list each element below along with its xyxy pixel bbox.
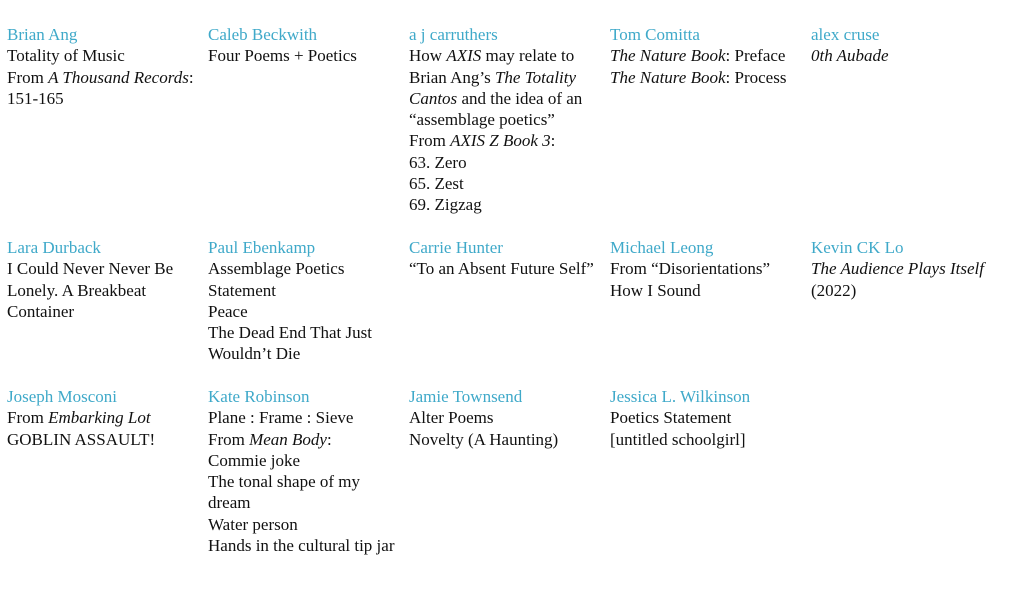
- entry-link[interactable]: [811, 45, 1007, 66]
- entry-text: 63. Zero: [409, 152, 467, 172]
- contributor-caleb-beckwith: [208, 24, 404, 67]
- contributor-alex-cruse: [811, 24, 1007, 67]
- entry-list: [7, 45, 203, 109]
- contributor-brian-ang: [7, 24, 203, 109]
- entry-link[interactable]: [7, 429, 203, 450]
- author-link[interactable]: a j carruthers: [409, 25, 498, 44]
- entry-link[interactable]: [409, 258, 605, 279]
- entry-link[interactable]: [208, 407, 404, 428]
- entry-title-italic: Mean Body: [249, 429, 327, 449]
- entry-text: Novelty (A Haunting): [409, 429, 559, 449]
- entry-link[interactable]: [208, 301, 404, 322]
- entry-link[interactable]: [208, 45, 404, 66]
- entry-link[interactable]: [409, 45, 605, 130]
- entry-link[interactable]: [208, 322, 404, 365]
- entry-list: [409, 258, 605, 279]
- entry-link[interactable]: [7, 45, 203, 66]
- author-link[interactable]: Caleb Beckwith: [208, 25, 318, 44]
- contributor-jessica-l-wilkinson: [610, 386, 806, 450]
- entry-list: [610, 45, 806, 88]
- entry-title-italic: The Totality Cantos: [409, 67, 577, 108]
- entry-text: : 151-165: [7, 67, 194, 108]
- entry-text: Water person: [208, 514, 298, 534]
- entry-link[interactable]: [7, 258, 203, 322]
- entry-list: [7, 258, 203, 322]
- entry-text: :: [326, 429, 332, 449]
- entry-text: and the idea of an “assemblage poetics”: [409, 88, 583, 130]
- entry-link[interactable]: [610, 45, 806, 66]
- entry-text: Plane : Frame : Sieve: [208, 408, 354, 428]
- entry-text: Alter Poems: [409, 408, 494, 428]
- entry-list: [610, 407, 806, 450]
- entry-title-italic: Embarking Lot: [48, 408, 151, 428]
- entry-text: From: [7, 67, 49, 87]
- contributor-tom-comitta: [610, 24, 806, 88]
- entry-list: [811, 258, 1007, 301]
- entry-link[interactable]: [208, 450, 404, 471]
- entry-text: : Process: [725, 67, 787, 87]
- entry-text: How: [409, 46, 447, 66]
- entry-link[interactable]: [208, 429, 404, 450]
- entry-text: may relate to Brian Ang’s: [409, 46, 575, 87]
- entry-link[interactable]: [610, 280, 806, 301]
- author-link[interactable]: Jessica L. Wilkinson: [610, 387, 751, 406]
- entry-list: [208, 407, 404, 556]
- entry-link[interactable]: [409, 152, 605, 173]
- entry-title-italic: The Nature Book: [610, 46, 726, 66]
- author-link[interactable]: Kevin CK Lo: [811, 238, 904, 257]
- entry-link[interactable]: [208, 258, 404, 301]
- entry-link[interactable]: [409, 194, 605, 215]
- entry-text: From: [208, 429, 250, 449]
- entry-list: [610, 258, 806, 301]
- entry-text: Peace: [208, 301, 248, 321]
- entry-title-italic: A Thousand Records: [48, 67, 189, 87]
- entry-title-italic: The Audience Plays Itself: [811, 259, 984, 279]
- entry-title-italic: 0th Aubade: [811, 46, 889, 66]
- author-link[interactable]: Brian Ang: [7, 25, 78, 44]
- entry-link[interactable]: [208, 535, 404, 556]
- entry-title-italic: AXIS: [446, 46, 482, 66]
- contributor-kevin-ck-lo: [811, 237, 1007, 301]
- entry-text: Assemblage Poetics Statement: [208, 259, 345, 300]
- entry-link[interactable]: [610, 407, 806, 428]
- entry-text: GOBLIN ASSAULT!: [7, 429, 156, 449]
- author-link[interactable]: Michael Leong: [610, 238, 714, 257]
- entry-link[interactable]: [811, 258, 1007, 301]
- author-link[interactable]: Joseph Mosconi: [7, 387, 118, 406]
- entry-text: Totality of Music: [7, 46, 125, 66]
- entry-text: From “Disorientations”: [610, 259, 771, 279]
- entry-text: Four Poems + Poetics: [208, 46, 357, 66]
- entry-list: [811, 45, 1007, 66]
- entry-list: [7, 407, 203, 450]
- entry-title-italic: The Nature Book: [610, 67, 726, 87]
- entry-list: [208, 45, 404, 66]
- entry-text: 65. Zest: [409, 174, 464, 194]
- author-link[interactable]: Lara Durback: [7, 238, 101, 257]
- entry-text: I Could Never Never Be Lonely. A Breakbeat Container: [7, 259, 174, 321]
- author-link[interactable]: Tom Comitta: [610, 25, 700, 44]
- entry-text: Hands in the cultural tip jar: [208, 536, 395, 556]
- entry-text: From: [409, 131, 451, 151]
- author-link[interactable]: Carrie Hunter: [409, 238, 503, 257]
- entry-link[interactable]: [409, 407, 605, 428]
- entry-link[interactable]: [409, 130, 605, 151]
- entry-text: [untitled schoolgirl]: [610, 429, 746, 449]
- author-link[interactable]: alex cruse: [811, 25, 880, 44]
- entry-text: Poetics Statement: [610, 408, 732, 428]
- contributor-jamie-townsend: [409, 386, 605, 450]
- entry-list: [208, 258, 404, 364]
- entry-text: (2022): [811, 280, 857, 300]
- entry-text: :: [550, 131, 556, 151]
- entry-link[interactable]: [610, 258, 806, 279]
- entry-link[interactable]: [610, 429, 806, 450]
- entry-link[interactable]: [7, 407, 203, 428]
- entry-link[interactable]: [208, 471, 404, 514]
- entry-text: “To an Absent Future Self”: [409, 259, 594, 279]
- contributor-carrie-hunter: [409, 237, 605, 280]
- contributor-michael-leong: [610, 237, 806, 301]
- entry-text: Commie joke: [208, 450, 301, 470]
- entry-title-italic: AXIS Z Book 3: [450, 131, 551, 151]
- contributor-lara-durback: [7, 237, 203, 322]
- entry-link[interactable]: [409, 429, 605, 450]
- entry-text: : Preface: [725, 46, 786, 66]
- entry-link[interactable]: [610, 67, 806, 88]
- contributor-paul-ebenkamp: [208, 237, 404, 365]
- entry-text: 69. Zigzag: [409, 195, 482, 215]
- entry-text: The Dead End That Just Wouldn’t Die: [208, 323, 372, 364]
- entry-text: From: [7, 408, 49, 428]
- author-link[interactable]: Jamie Townsend: [409, 387, 523, 406]
- entry-link[interactable]: [208, 514, 404, 535]
- entry-text: The tonal shape of my dream: [208, 472, 361, 513]
- entry-link[interactable]: [7, 67, 203, 110]
- entry-text: How I Sound: [610, 280, 701, 300]
- entry-list: [409, 45, 605, 215]
- entry-link[interactable]: [409, 173, 605, 194]
- contributor-a-j-carruthers: [409, 24, 605, 216]
- author-link[interactable]: Paul Ebenkamp: [208, 238, 316, 257]
- author-link[interactable]: Kate Robinson: [208, 387, 310, 406]
- contributor-joseph-mosconi: [7, 386, 203, 450]
- entry-list: [409, 407, 605, 450]
- contributor-kate-robinson: [208, 386, 404, 556]
